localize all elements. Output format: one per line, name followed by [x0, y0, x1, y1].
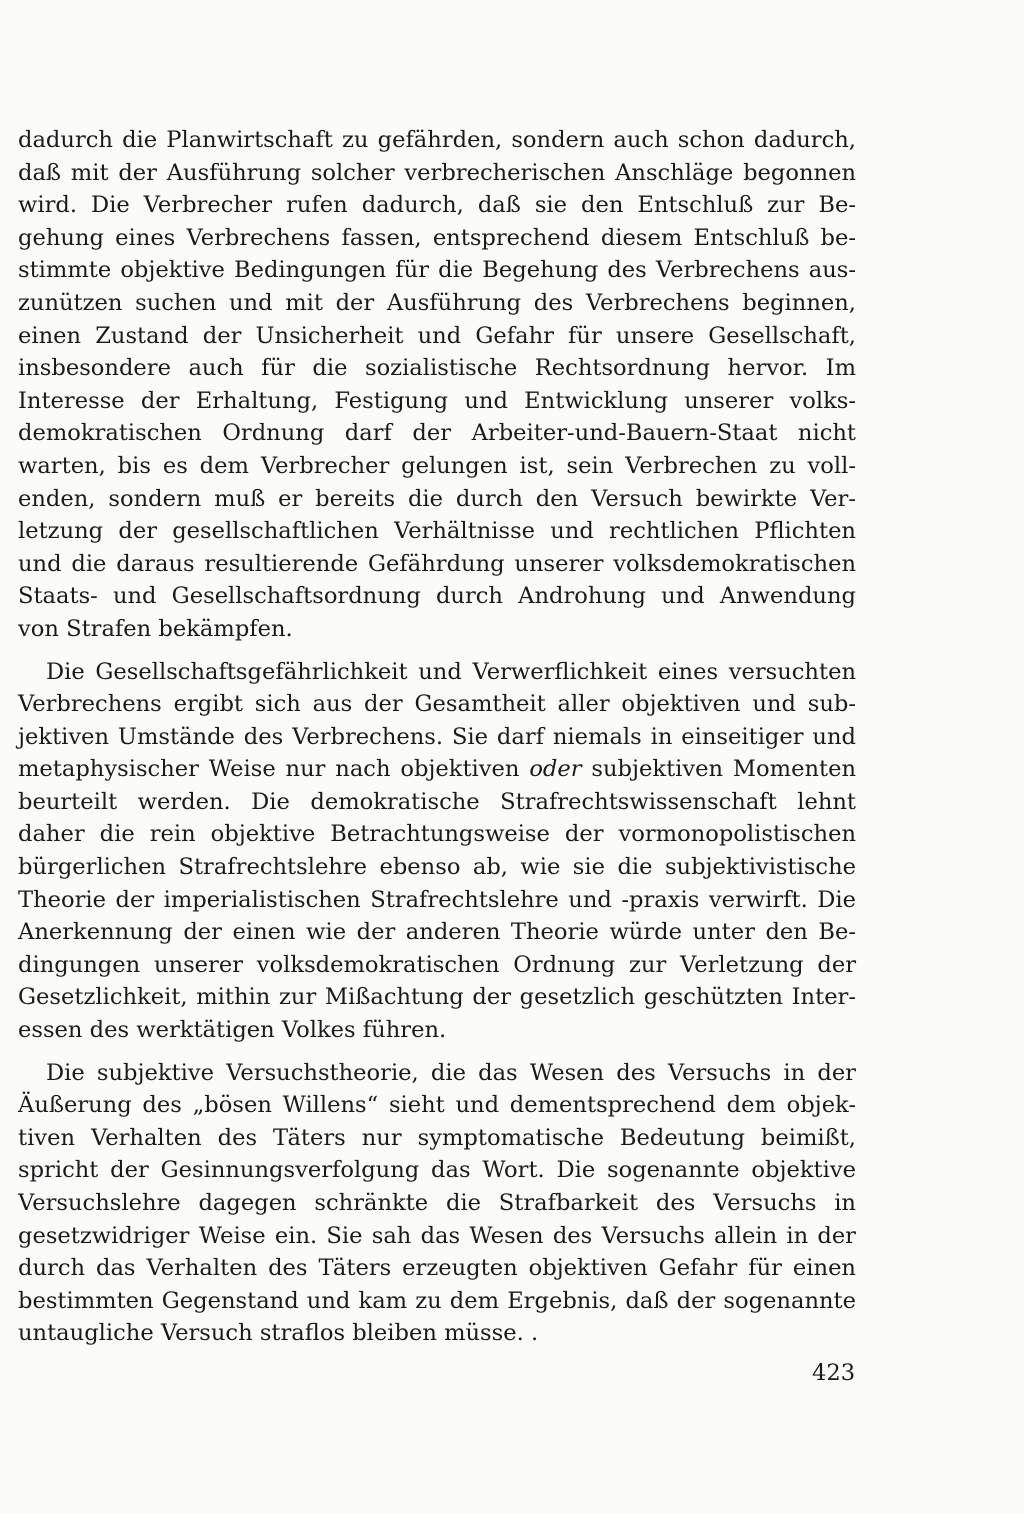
text-line: stimmte objektive Bedingungen für die Begehung des Verbrechens aus-	[18, 257, 856, 284]
text-line: warten, bis es dem Verbrecher gelungen ist, sein Verbrechen zu voll-	[18, 452, 856, 479]
text-line: gehung eines Verbrechens fassen, entsprechend diesem Entschluß be-	[18, 224, 856, 251]
text-line: daß mit der Ausführung solcher verbrecherischen Anschläge begonnen	[18, 159, 856, 186]
text-line: Versuchslehre dagegen schränkte die Strafbarkeit des Versuchs in	[18, 1190, 856, 1216]
text-line: dingungen unserer volksdemokratischen Ordnung zur Verletzung der	[18, 951, 856, 978]
text-line: essen des werktätigen Volkes führen.	[18, 1017, 447, 1044]
text-line: spricht der Gesinnungsverfolgung das Wort. Die sogenannte objektive	[18, 1157, 856, 1184]
emphasized-word: oder	[529, 756, 582, 783]
text-line: bestimmten Gegenstand und kam zu dem Ergebnis, daß der sogenannte	[18, 1287, 856, 1314]
text-line-with-emphasis	[18, 753, 856, 786]
text-line: letzung der gesellschaftlichen Verhältnisse und rechtlichen Pflichten	[18, 518, 856, 545]
paragraph-3	[18, 1057, 856, 1350]
text-line: und die daraus resultierende Gefährdung unserer volksdemokratischen	[18, 550, 856, 577]
text-line: von Strafen bekämpfen.	[18, 615, 293, 642]
text-line: Die subjektive Versuchstheorie, die das Wesen des Versuchs in der	[46, 1059, 856, 1086]
text-line: Theorie der imperialistischen Strafrechtslehre und -praxis verwirft. Die	[18, 886, 856, 913]
text-line: Staats- und Gesellschaftsordnung durch Androhung und Anwendung	[18, 583, 856, 610]
text-line: Verbrechens ergibt sich aus der Gesamtheit aller objektiven und sub-	[18, 691, 856, 718]
text-segment: metaphysischer Weise nur nach objektiven	[18, 756, 520, 783]
text-line: bürgerlichen Strafrechtslehre ebenso ab, wie sie die subjektivistische	[18, 854, 856, 881]
text-line: gesetzwidriger Weise ein. Sie sah das Wesen des Versuchs allein in der	[18, 1222, 856, 1249]
text-segment: subjektiven Momenten	[591, 756, 856, 783]
text-line: wird. Die Verbrecher rufen dadurch, daß sie den Entschluß zur Be-	[18, 192, 856, 219]
text-line: Interesse der Erhaltung, Festigung und Entwicklung unserer volks-	[18, 387, 856, 414]
text-line: jektiven Umstände des Verbrechens. Sie darf niemals in einseitiger und	[18, 723, 856, 750]
paragraph-gap	[18, 1047, 856, 1057]
text-line: Anerkennung der einen wie der anderen Theorie würde unter den Be-	[18, 919, 856, 946]
text-line: dadurch die Planwirtschaft zu gefährden, sondern auch schon dadurch,	[18, 127, 856, 153]
page-number: 423	[812, 1360, 856, 1386]
text-line: enden, sondern muß er bereits die durch den Versuch bewirkte Ver-	[18, 485, 856, 512]
paragraph-gap	[18, 646, 856, 656]
text-line: demokratischen Ordnung darf der Arbeiter-und-Bauern-Staat nicht	[18, 420, 856, 447]
text-line: beurteilt werden. Die demokratische Strafrechtswissenschaft lehnt	[18, 788, 856, 815]
text-line: Die Gesellschaftsgefährlichkeit und Verwerflichkeit eines versuchten	[46, 658, 856, 685]
text-line: tiven Verhalten des Täters nur symptomatische Bedeutung beimißt,	[18, 1124, 856, 1151]
paragraph-1	[18, 124, 856, 646]
body-text	[18, 124, 856, 1350]
text-line: zunützen suchen und mit der Ausführung des Verbrechens beginnen,	[18, 289, 856, 316]
text-line: einen Zustand der Unsicherheit und Gefahr für unsere Gesellschaft,	[18, 322, 856, 349]
text-line: daher die rein objektive Betrachtungsweise der vormonopolistischen	[18, 821, 856, 848]
text-line: Äußerung des „bösen Willens“ sieht und dementsprechend dem objek-	[18, 1092, 856, 1119]
paragraph-2	[18, 656, 856, 1047]
text-line: durch das Verhalten des Täters erzeugten objektiven Gefahr für einen	[18, 1255, 856, 1282]
text-line: insbesondere auch für die sozialistische Rechtsordnung hervor. Im	[18, 355, 856, 382]
text-line: untaugliche Versuch straflos bleiben müsse. .	[18, 1320, 539, 1347]
text-line: Gesetzlichkeit, mithin zur Mißachtung der gesetzlich geschützten Inter-	[18, 984, 856, 1011]
